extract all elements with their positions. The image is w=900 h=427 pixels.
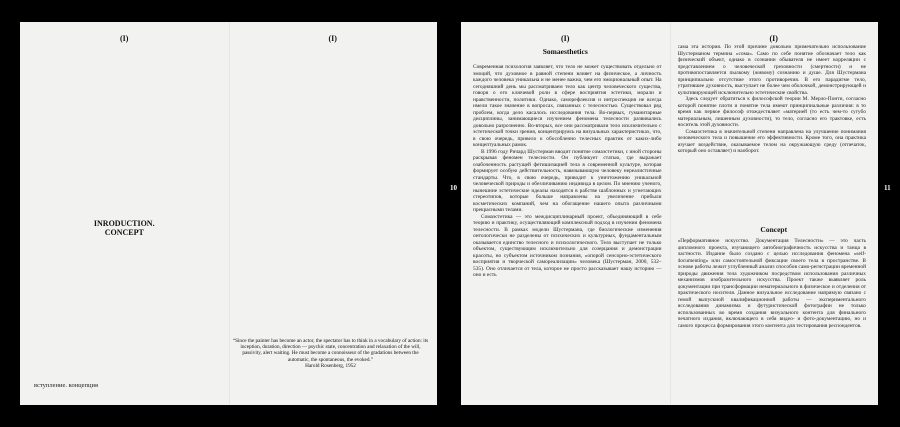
page-number-right: 11 [884,184,891,192]
section-title-line2: CONCEPT [104,228,144,237]
paragraph: Сомаэстетика — это междисциплинарный проект, объединяющий в себе теорию и практику, осуществляющий комплексный подход в изучении феномена телесности. В рамках модели Шустермана, где биологические изменения онтологически не разделены от психических и культурных, фундаментальным оказывается единство телесного и психологического. Тело выступает не только объектом, существующим исключительно для созерцания и демонстрации красоты, но субъектом источником познания, «опорой сенсорно-эстетического восприятия и творческой самореализации» человека (Шустерман, 2000, 532–535). Оно отличается от тела, которое не просто рассказывает нашу историю — оно и есть [473,213,662,278]
concept-text-column [678,238,867,398]
book-spread-somaesthetics [461,22,878,405]
page-epigraph [229,22,438,405]
quote-text: “Since the painter has become an actor, the spectator has to think in a vocabulary of action: its inception, duration, direction — psychic state, concentration and relaxation of the will, passivity, alert waiting. He must become a connoisseur of the gradations between the automatic, the spontaneous, the evoked.” [232,338,429,363]
paragraph: Сомаэстетика в значительной степени направлена на улучшение понимания человеческого тела и повышение его эффективности. Кроме того, она практика изучает воздействие, оказываемое телом на окружающую среду (отпечаток, который оно оставляет) и наоборот. [677,128,866,154]
paragraph: «Перформативное искусство. Документация Телесности» — это часть дипломного проекта, изучающего автобиографичность искусства и танца в частности. Издание было создано с целью исследования феномена «self-documenting» или самостоятельной фиксации своего тела в пространстве. В основе работы лежит углубленный анализ способов само-регистрации временной природы движения тела художником посредством использования различных механизмов изобразительного искусства. Проект также выявляет роль документации при трансформации нематериального в физическое и отделения от практического носителя. Данное визуальное исследование напрямую связано с темой выпускной квалификационной работы — экспериментального исследования динамизма и футуристической фотографии не только использованных во время создания визуального контента для финального печатного издания, включающего в себя видео- и фото-документацию, но и самого процесса формирования этого контента для тестирования респондентов. [677,238,866,329]
page-number-left: 10 [450,184,457,192]
paragraph: В 1996 году Ричард Шустерман вводит понятие сомаэстетики, с иной стороны раскрывая феномен телесности. Он публикует статью, где выражает озабоченность растущей фетишизацией тела в современной культуре, которая формирует особую действительность, навязывающую человеку нереалистичные стандарты. Что, в свою очередь, приводит к уничтожению уникальной человеческой природы и обезличиванию индивида в целом. По мнению ученого, нынешние эстетические идеалы находятся в рабстве шаблонных и угнетающих стереотипов, которые больше направлены на увеличение прибыли косметических компаний, чем на обогащение нашего опыта различными прекрасными телами. [473,148,662,213]
page-footer-caption: вступление. концепция [34,382,98,389]
paragraph: сама эта история. По этой причине довольно примечательно использование Шустерманом термина «сома». Само по себе понятие обозначает тело как физический объект, однако в сознании обывателя не имеет корреляции с представлением о человеческой греховности (смертности) и не противопоставляется пылкому (живому) сознанию и душе. Для Шустермана принципиально отсутствие этого противоречия. В его парадигме тело, утратившее духовность, выступает не более чем оболочкой, демонстрирующей и культивирующей исключительно эстетические свойства. [677,44,866,96]
page-concept [670,22,879,405]
running-head: (I) [120,34,129,43]
running-head: (I) [561,34,570,43]
page-intro-title [20,22,229,405]
paragraph: Здесь следует обратиться к философской теории М. Мерло-Понти, согласно которой понятие плоти и понятие тела имеют принципиальные различия: в то время как первое философ отождествляет «материей (то есть чем-то сугубо материальным, лишенным духовности), то тело, согласно его трактовке, есть носитель этой духовности. [677,96,866,128]
running-head: (I) [769,34,778,43]
quote-attribution: Harold Rosenberg, 1952 [305,362,356,369]
section-title-line1: INRODUCTION. [93,219,155,228]
somaesthetics-heading: Somaesthetics [542,47,588,56]
body-text-column [678,44,867,222]
paragraph: Современная психология заявляет, что тело не может существовать отдельно от эмоций, что духовное в равной степени влияет на физическое, а личность каждого человека уникальна и не менее важна, чем его эмоциональный опыт. На сегодняшний день мы рассматриваем тело как центр человеческого существа, говоря о его ключевой роли в сфере восприятия эстетики, морали и нравственности, политики. Однако, саморефлексия и интроспекция не всегда имели такое значение в вопросах, связанных с телесностью. Существовал ряд проблем, когда дело касалось исследования тела. Во-первых, гуманитарные дисциплины, занимающиеся изучением феномена телесности развивались довольно разрозненно. Во-вторых, все они рассматривали тело исключительно с эстетической точки зрения, концентрируясь на визуальных характеристиках, что, в свою очередь, привело к обособленно телесных практик от каких-либо концептуальных рамок. [473,64,662,148]
concept-heading: Concept [760,225,788,234]
running-head: (I) [328,34,337,43]
epigraph-quote [233,338,429,369]
book-spread-intro [20,22,437,405]
page-somaesthetics [461,22,670,405]
body-text-column [473,64,662,399]
